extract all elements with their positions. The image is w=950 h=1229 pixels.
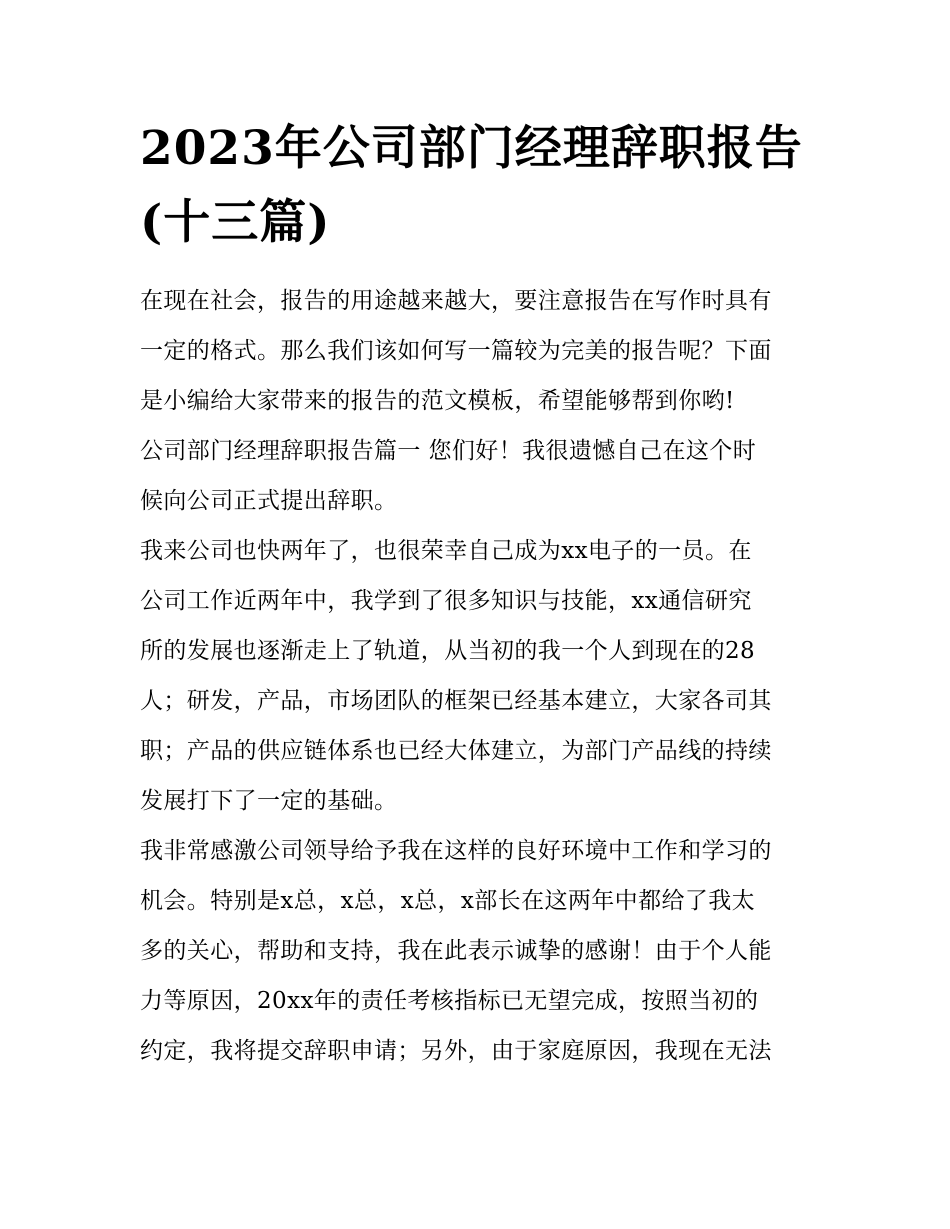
body-line: 我来公司也快两年了，也很荣幸自己成为xx电子的一员。在 <box>140 538 752 564</box>
body-line: 发展打下了一定的基础。 <box>140 788 398 814</box>
body-line: 多的关心，帮助和支持，我在此表示诚挚的感谢！由于个人能 <box>140 938 772 964</box>
document-content <box>140 112 812 1076</box>
body-line: 公司工作近两年中，我学到了很多知识与技能，xx通信研究 <box>140 588 752 614</box>
title-line: (十三篇) <box>140 195 331 250</box>
body-line: 一定的格式。那么我们该如何写一篇较为完美的报告呢？下面 <box>140 338 772 364</box>
document-body <box>140 276 812 1076</box>
body-line: 候向公司正式提出辞职。 <box>140 488 398 514</box>
body-line: 我非常感激公司领导给予我在这样的良好环境中工作和学习的 <box>140 838 772 864</box>
body-line: 机会。特别是x总，x总，x总，x部长在这两年中都给了我太 <box>140 888 756 914</box>
body-line: 约定，我将提交辞职申请；另外，由于家庭原因，我现在无法 <box>140 1038 772 1064</box>
body-line: 人；研发，产品，市场团队的框架已经基本建立，大家各司其 <box>140 688 772 714</box>
body-line: 所的发展也逐渐走上了轨道，从当初的我一个人到现在的28 <box>140 638 756 664</box>
title-line: 2023年公司部门经理辞职报告 <box>140 121 803 176</box>
body-line: 职；产品的供应链体系也已经大体建立，为部门产品线的持续 <box>140 738 772 764</box>
body-line: 公司部门经理辞职报告篇一 您们好！我很遗憾自己在这个时 <box>140 438 757 464</box>
body-line: 在现在社会，报告的用途越来越大，要注意报告在写作时具有 <box>140 288 772 314</box>
body-line: 是小编给大家带来的报告的范文模板，希望能够帮到你哟! <box>140 388 735 414</box>
document-title <box>140 112 812 260</box>
body-line: 力等原因，20xx年的责任考核指标已无望完成，按照当初的 <box>140 988 759 1014</box>
